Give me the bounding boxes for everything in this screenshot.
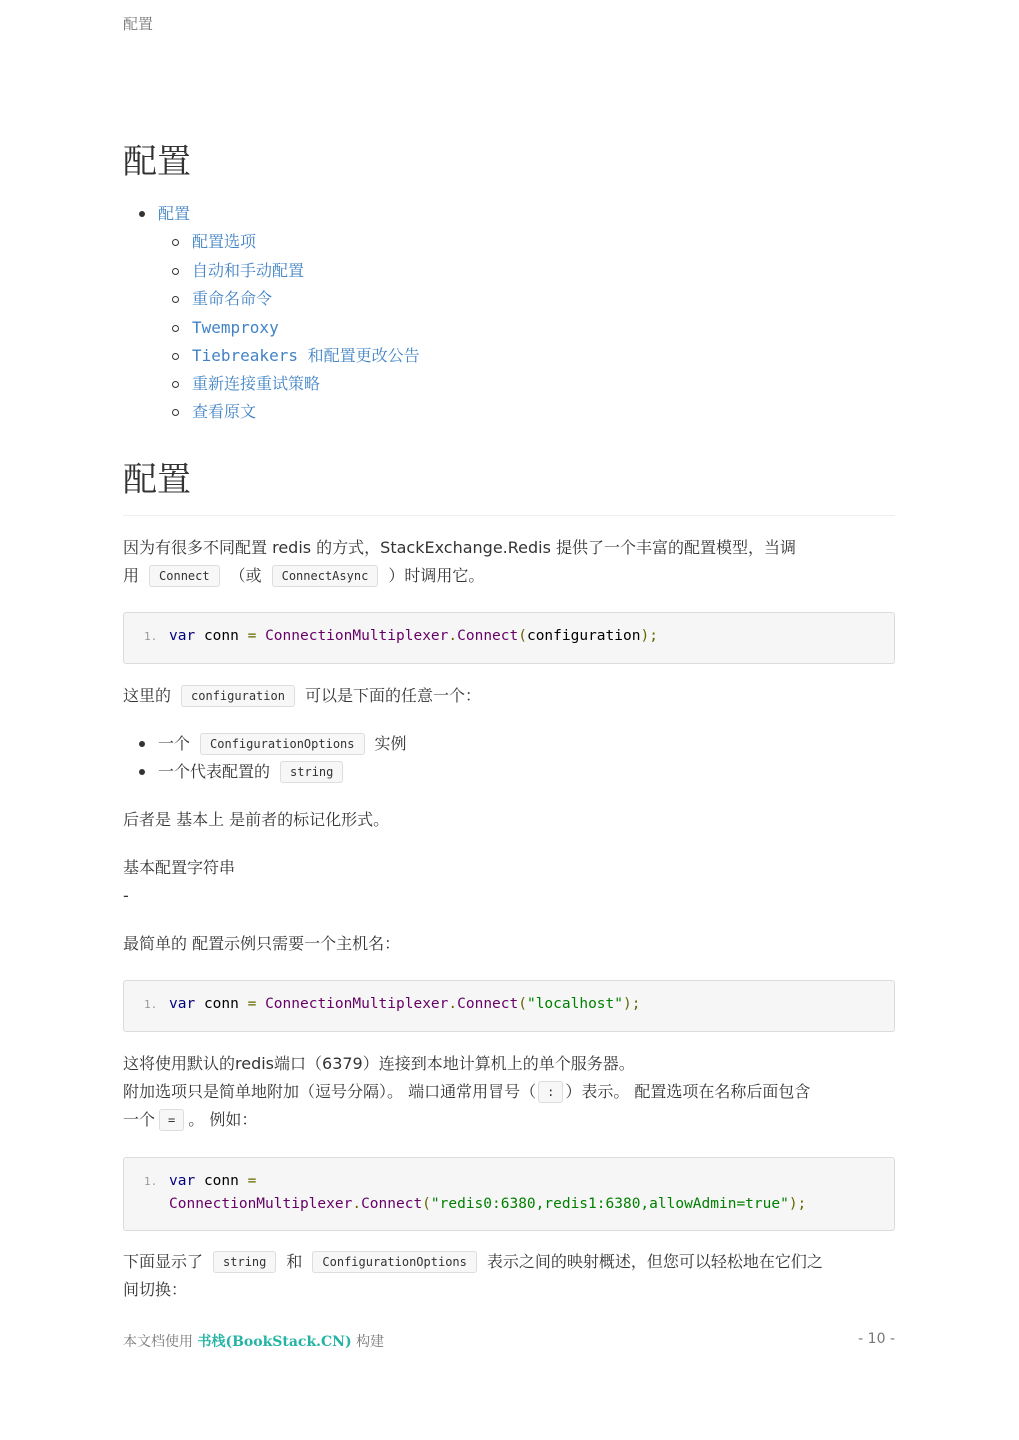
toc-link-twemproxy[interactable]: Twemproxy — [192, 318, 279, 337]
code-token: = — [247, 628, 257, 644]
bullet-icon — [139, 769, 145, 775]
code-token: ); — [623, 996, 641, 1012]
para-text: ）表示。 配置选项在名称后面包含 — [565, 1082, 811, 1101]
code-token: = — [247, 1173, 257, 1189]
code-token: ); — [788, 1196, 807, 1212]
latter-paragraph: 后者是 基本上 是前者的标记化形式。 — [123, 810, 390, 829]
inline-code: ConfigurationOptions — [312, 1251, 477, 1273]
code-token: . — [448, 628, 458, 644]
code-token: ( — [422, 1196, 431, 1212]
circle-bullet-icon — [172, 296, 179, 303]
inline-code: = — [159, 1109, 184, 1131]
code-block — [123, 980, 895, 1032]
code-token: ( — [518, 996, 527, 1012]
bullet-icon — [139, 741, 145, 747]
section-title: 配置 — [123, 460, 191, 500]
footer-text: 构建 — [356, 1334, 385, 1350]
inline-code: string — [213, 1251, 276, 1273]
line-number: 1. — [144, 998, 158, 1011]
inline-code: configuration — [181, 685, 295, 707]
toc-link-tiebreakers[interactable]: Tiebreakers 和配置更改公告 — [192, 346, 420, 365]
code-token: Connect — [457, 628, 519, 644]
code-token: configuration — [526, 628, 641, 644]
intro-line-2 — [123, 562, 895, 590]
code-token: var — [169, 1173, 196, 1189]
line-number: 1. — [144, 1175, 158, 1188]
intro-line-1: 因为有很多不同配置 redis 的方式，StackExchange.Redis 提供了一个丰富的配置模型，当调 — [123, 538, 797, 557]
para-line: 这将使用默认的redis端口（6379）连接到本地计算机上的单个服务器。 — [123, 1054, 635, 1073]
para-text: 表示之间的映射概述，但您可以轻松地在它们之 — [486, 1252, 823, 1271]
code-token: var — [169, 996, 196, 1012]
intro-text: （或 — [229, 566, 262, 585]
circle-bullet-icon — [172, 381, 179, 388]
para-text: 这里的 — [123, 686, 172, 705]
local-paragraph — [123, 1050, 895, 1134]
list-text: 实例 — [374, 734, 407, 753]
code-line — [169, 625, 658, 648]
code-line — [169, 993, 640, 1016]
bookstack-link[interactable]: 书栈(BookStack.CN) — [197, 1334, 352, 1350]
para-text: 下面显示了 — [123, 1252, 204, 1271]
code-token: ); — [640, 628, 658, 644]
code-token: "redis0:6380,redis1:6380,allowAdmin=true" — [430, 1196, 789, 1212]
code-token: ConnectionMultiplexer — [169, 1196, 353, 1212]
toc-link-options[interactable]: 配置选项 — [192, 232, 257, 251]
circle-bullet-icon — [172, 268, 179, 275]
list-item — [158, 758, 858, 786]
running-header: 配置 — [123, 15, 154, 33]
para-text: 。 例如： — [188, 1110, 258, 1129]
para-text: 可以是下面的任意一个： — [304, 686, 481, 705]
code-line — [169, 1193, 806, 1216]
simplest-paragraph: 最简单的 配置示例只需要一个主机名： — [123, 934, 401, 953]
mapping-paragraph — [123, 1248, 895, 1304]
para-text: 附加选项只是简单地附加（逗号分隔）。 端口通常用冒号（ — [123, 1082, 537, 1101]
para-text: 和 — [286, 1252, 303, 1271]
list-text: 一个代表配置的 — [158, 762, 271, 781]
code-block — [123, 612, 895, 664]
bullet-icon — [139, 211, 145, 217]
inline-code: : — [538, 1081, 563, 1103]
para-text: 一个 — [123, 1110, 156, 1129]
circle-bullet-icon — [172, 325, 179, 332]
intro-paragraph — [123, 534, 895, 590]
dash: - — [123, 886, 129, 905]
inline-code: Connect — [149, 565, 220, 587]
code-token: var — [169, 628, 196, 644]
code-token: Connect — [361, 1196, 423, 1212]
list-text: 一个 — [158, 734, 191, 753]
code-token: Connect — [457, 996, 519, 1012]
code-token: . — [448, 996, 458, 1012]
code-token: conn — [203, 628, 239, 644]
code-token: "localhost" — [526, 996, 623, 1012]
page-number: - 10 - — [858, 1331, 895, 1347]
toc-link-rename[interactable]: 重命名命令 — [192, 289, 273, 308]
footer-text: 本文档使用 — [123, 1334, 193, 1350]
circle-bullet-icon — [172, 239, 179, 246]
code-line — [169, 1170, 256, 1193]
toc-link-retry[interactable]: 重新连接重试策略 — [192, 374, 321, 393]
code-token: = — [247, 996, 257, 1012]
footer-credit — [123, 1331, 384, 1351]
code-token: conn — [203, 1173, 239, 1189]
para-line — [123, 1078, 895, 1106]
para-line — [123, 1106, 895, 1134]
circle-bullet-icon — [172, 353, 179, 360]
para-line: 间切换： — [123, 1280, 188, 1299]
divider — [123, 515, 895, 516]
code-token: . — [352, 1196, 362, 1212]
para-line — [123, 1248, 895, 1276]
list-item — [158, 730, 858, 758]
code-token: conn — [203, 996, 239, 1012]
code-token: ConnectionMultiplexer — [265, 996, 449, 1012]
inline-code: ConfigurationOptions — [200, 733, 365, 755]
toc-link-config[interactable]: 配置 — [158, 204, 191, 223]
page-title: 配置 — [123, 142, 191, 182]
code-token: ConnectionMultiplexer — [265, 628, 449, 644]
toc-link-auto-manual[interactable]: 自动和手动配置 — [192, 261, 305, 280]
inline-code: string — [280, 761, 343, 783]
config-paragraph — [123, 682, 895, 710]
code-block — [123, 1157, 895, 1231]
line-number: 1. — [144, 630, 158, 643]
intro-text: ）时调用它。 — [388, 566, 485, 585]
toc-link-original[interactable]: 查看原文 — [192, 402, 257, 421]
circle-bullet-icon — [172, 409, 179, 416]
code-token: ( — [518, 628, 527, 644]
inline-code: ConnectAsync — [272, 565, 379, 587]
basic-heading: 基本配置字符串 — [123, 858, 236, 877]
intro-text: 用 — [123, 566, 140, 585]
